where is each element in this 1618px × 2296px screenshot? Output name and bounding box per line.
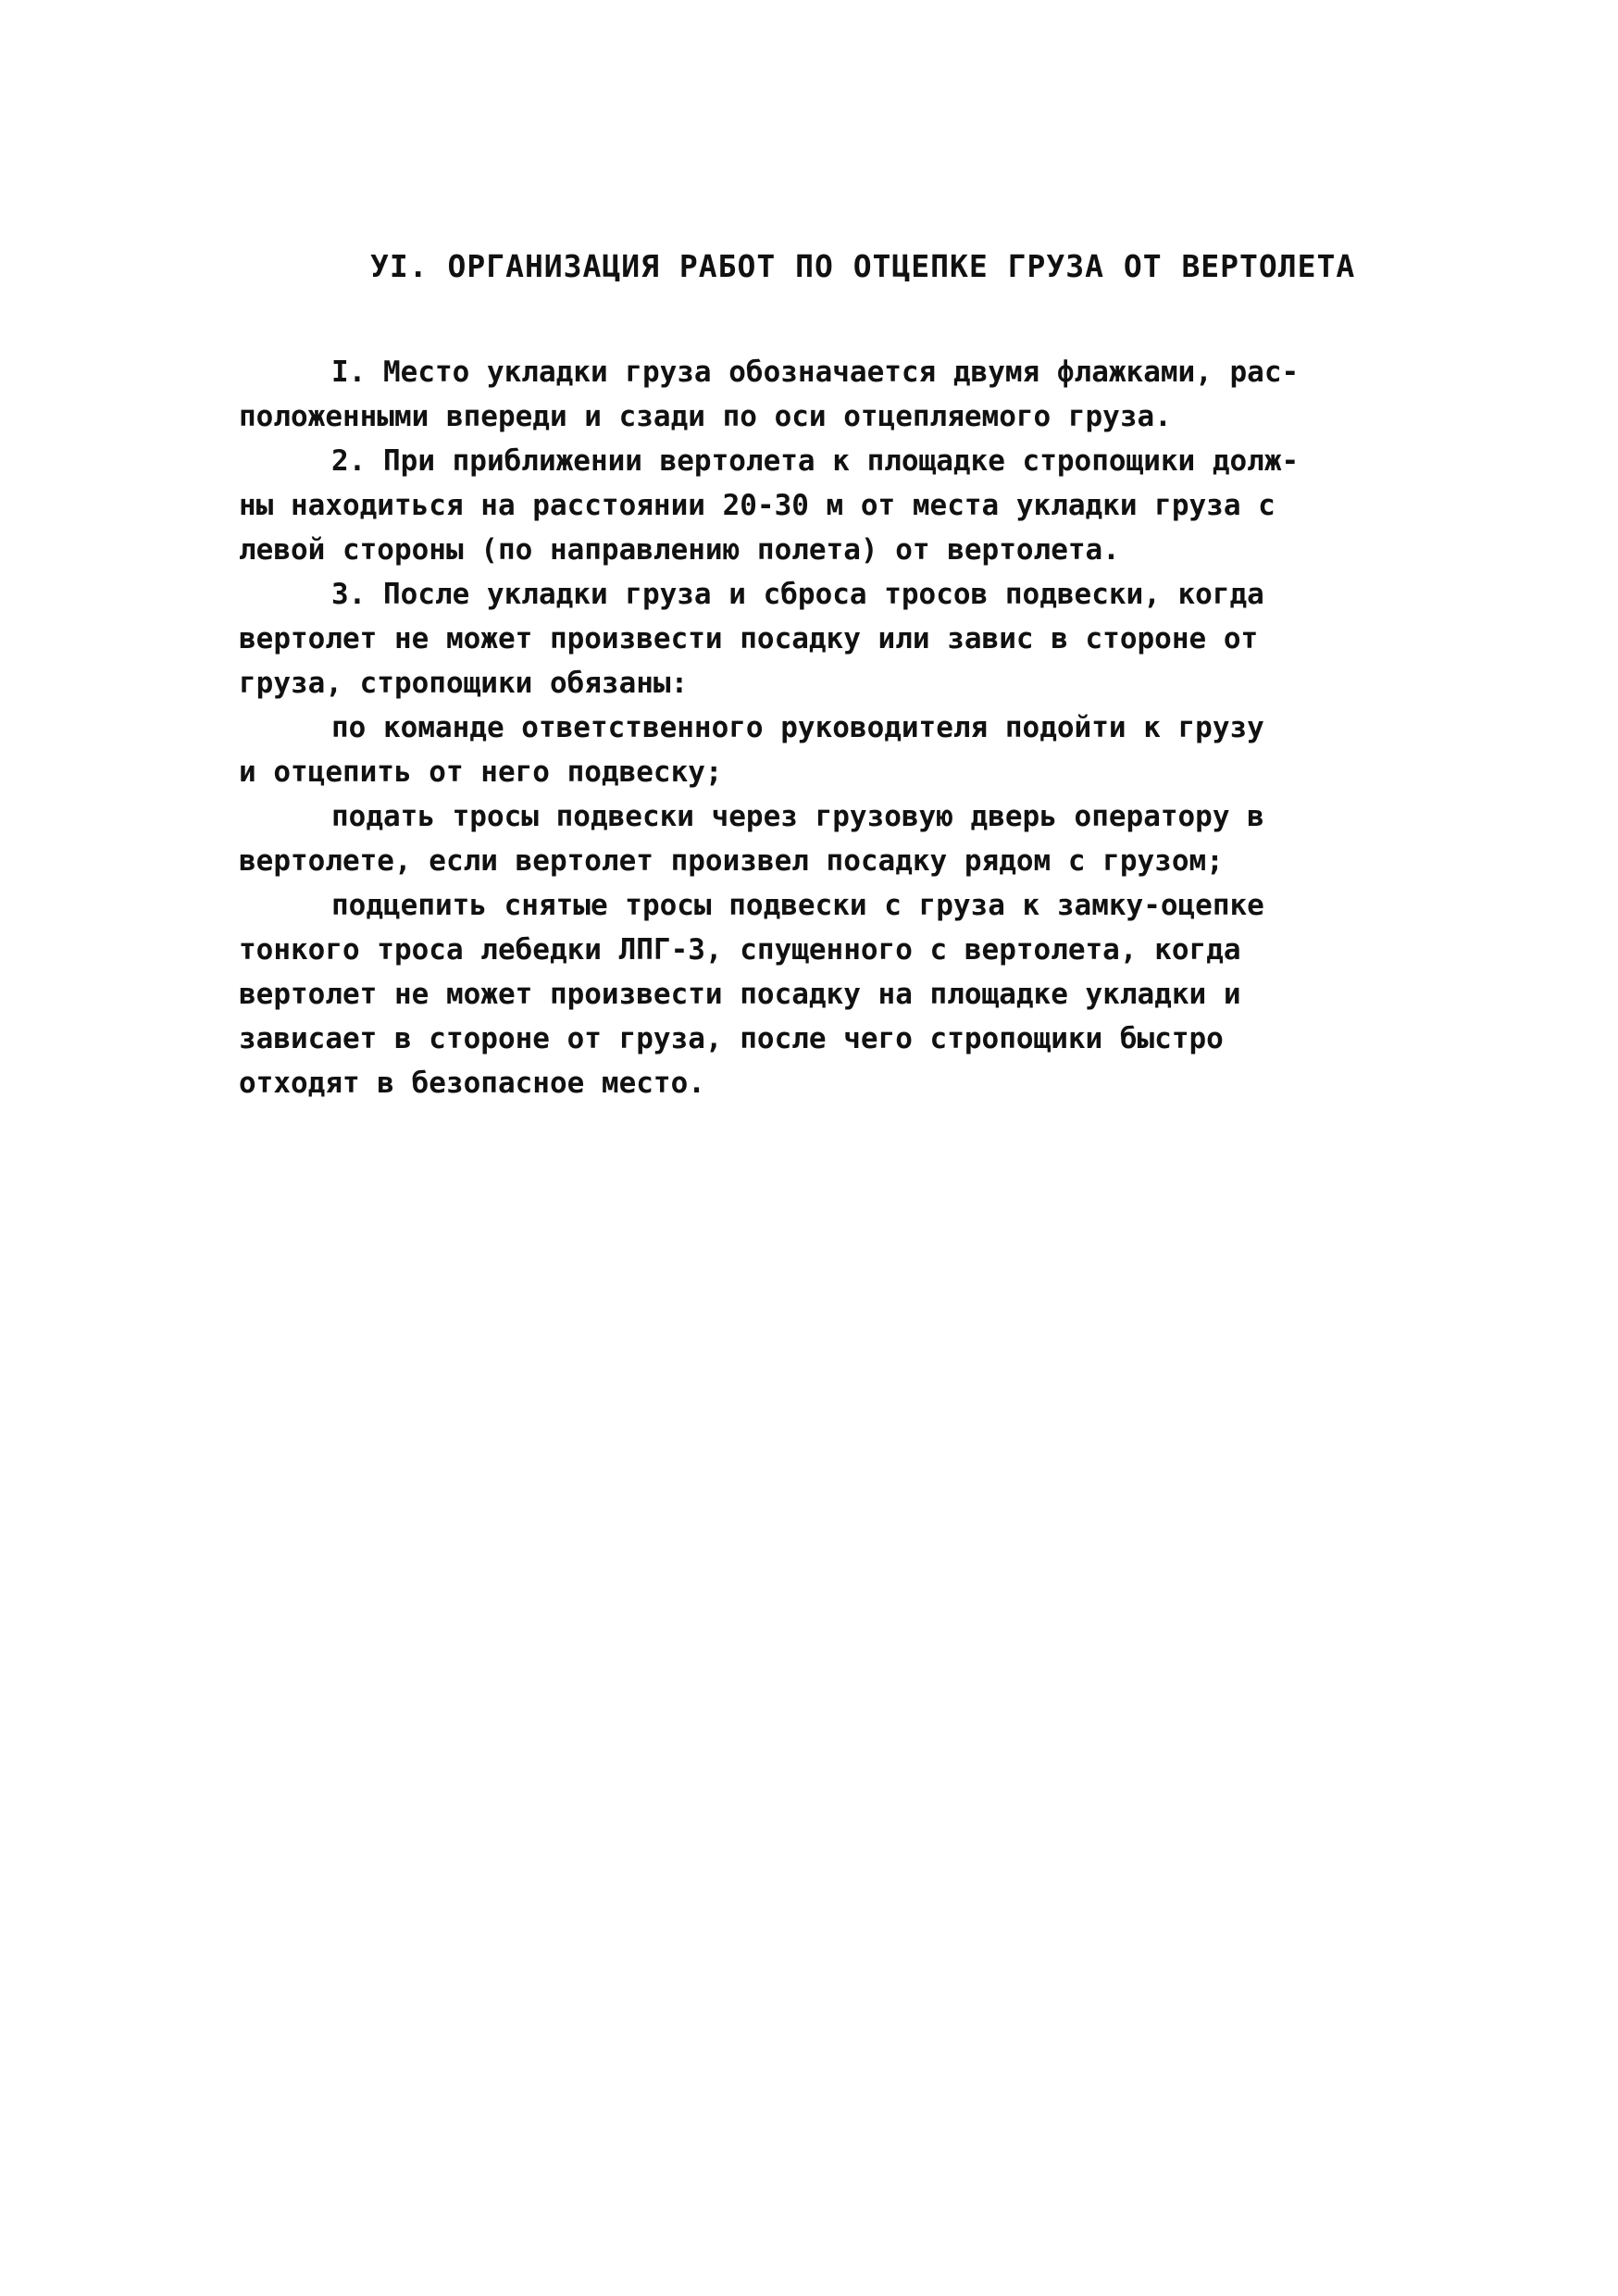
paragraph-2-line-1: 2. При приближении вертолета к площадке стропощики долж- [331, 444, 1300, 478]
paragraph-3-line-3: груза, стропощики обязаны: [239, 667, 689, 700]
section-body [239, 350, 1396, 1105]
paragraph-2-line-2: ны находиться на расстоянии 20-30 м от места укладки груза с [239, 489, 1276, 522]
list-item-1-line-1: по команде ответственного руководителя подойти к грузу [331, 711, 1264, 744]
paragraph-3-line-2: вертолет не может произвести посадку или завис в стороне от [239, 622, 1259, 655]
list-item-3-line-3: вертолет не может произвести посадку на площадке укладки и [239, 978, 1241, 1011]
list-item-3-line-4: зависает в стороне от груза, после чего стропощики быстро [239, 1022, 1224, 1055]
list-item-3-line-2: тонкого троса лебедки ЛПГ-3, спущенного с вертолета, когда [239, 933, 1241, 967]
list-item-2-line-2: вертолете, если вертолет произвел посадку рядом с грузом; [239, 844, 1224, 878]
paragraph-2-line-3: левой стороны (по направлению полета) от вертолета. [239, 533, 1120, 567]
paragraph-1-line-1: I. Место укладки груза обозначается двумя флажками, рас- [331, 356, 1300, 389]
list-item-3-line-5: отходят в безопасное место. [239, 1067, 705, 1100]
list-item-2-line-1: подать тросы подвески через грузовую дверь оператору в [331, 800, 1264, 833]
paragraph-1-line-2: положенными впереди и сзади по оси отцепляемого груза. [239, 400, 1172, 433]
list-item-1-line-2: и отцепить от него подвеску; [239, 755, 723, 789]
list-item-3-line-1: подцепить снятые тросы подвески с груза к замку-оцепке [331, 889, 1264, 922]
section-title: УI. ОРГАНИЗАЦИЯ РАБОТ ПО ОТЦЕПКЕ ГРУЗА ОТ ВЕРТОЛЕТА [370, 248, 1356, 284]
paragraph-3-line-1: 3. После укладки груза и сброса тросов подвески, когда [331, 578, 1264, 611]
